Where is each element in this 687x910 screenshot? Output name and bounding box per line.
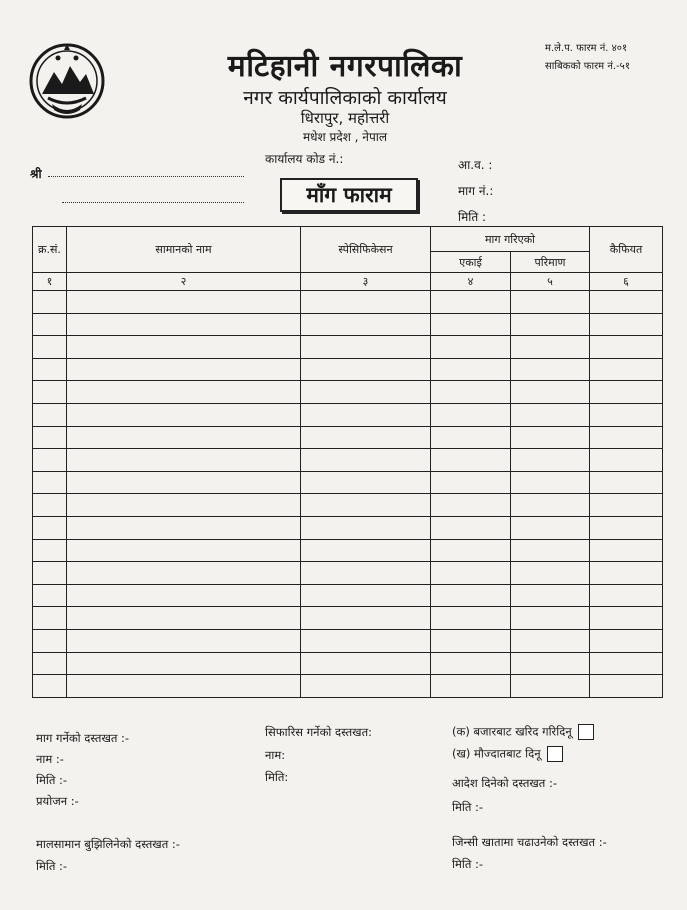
ledger-date-label: मिति :- [452,857,484,871]
table-cell[interactable] [511,675,590,698]
table-cell[interactable] [33,403,67,426]
col-quantity: परिमाण [511,252,590,273]
table-cell[interactable] [67,426,301,449]
table-cell[interactable] [431,291,511,314]
table-cell[interactable] [431,449,511,472]
recommender-signature-label: सिफारिस गर्नेको दस्तखत: [265,725,373,739]
table-cell[interactable] [67,313,301,336]
requester-signature-label: माग गर्नेको दस्तखत :- [36,731,130,745]
option-stock-checkbox[interactable] [547,746,563,762]
column-number: ६ [590,273,663,291]
table-cell[interactable] [511,358,590,381]
table-cell[interactable] [33,426,67,449]
table-cell[interactable] [67,539,301,562]
form-number-block [545,40,680,76]
table-cell[interactable] [590,629,663,652]
table-cell[interactable] [511,426,590,449]
table-cell[interactable] [431,516,511,539]
table-cell[interactable] [511,449,590,472]
table-cell[interactable] [511,584,590,607]
table-cell[interactable] [301,516,431,539]
table-cell[interactable] [67,494,301,517]
table-cell[interactable] [33,539,67,562]
table-row [33,426,663,449]
old-form-number: साबिकको फारम नं.-५१ [545,61,631,72]
table-cell[interactable] [511,607,590,630]
table-cell[interactable] [431,607,511,630]
demand-number-label: माग नं.: [458,184,494,198]
table-cell[interactable] [590,539,663,562]
table-cell[interactable] [431,584,511,607]
form-meta [458,152,493,230]
municipality-title: मटिहानी नगरपालिका [227,49,463,84]
province-name: मधेश प्रदेश , नेपाल [302,130,388,144]
office-code-label: कार्यालय कोड नं.: [265,152,344,166]
table-cell[interactable] [511,403,590,426]
form-title: माँग फाराम [280,178,418,212]
table-cell[interactable] [67,291,301,314]
table-cell[interactable] [301,381,431,404]
office-address: धिरापुर, महोत्तरी [300,109,390,127]
table-cell[interactable] [301,291,431,314]
col-serial: क्र.सं. [33,227,67,273]
table-cell[interactable] [590,607,663,630]
column-number: १ [33,273,67,291]
table-row [33,539,663,562]
table-row [33,629,663,652]
table-row [33,607,663,630]
table-cell[interactable] [33,313,67,336]
table-cell[interactable] [590,584,663,607]
table-cell[interactable] [511,629,590,652]
table-cell[interactable] [33,584,67,607]
table-cell[interactable] [301,629,431,652]
requester-date-label: मिति :- [36,773,68,787]
table-cell[interactable] [67,358,301,381]
table-cell[interactable] [511,471,590,494]
column-number: ५ [511,273,590,291]
column-number: २ [67,273,301,291]
table-cell[interactable] [511,494,590,517]
table-cell[interactable] [301,471,431,494]
table-cell[interactable] [33,336,67,359]
table-cell[interactable] [301,403,431,426]
table-row [33,584,663,607]
table-cell[interactable] [301,494,431,517]
column-number: ३ [301,273,431,291]
table-cell[interactable] [590,449,663,472]
table-cell[interactable] [301,584,431,607]
table-cell[interactable] [301,358,431,381]
option-market-label: (क) बजारबाट खरिद गरिदिनू [452,724,572,739]
date-label: मिति : [458,210,487,224]
receiver-date-label: मिति :- [36,859,68,873]
table-cell[interactable] [301,539,431,562]
table-cell[interactable] [590,313,663,336]
option-market-checkbox[interactable] [578,724,594,740]
table-cell[interactable] [590,426,663,449]
sri-label: श्री [30,167,42,181]
table-row [33,313,663,336]
table-cell[interactable] [33,652,67,675]
table-cell[interactable] [431,358,511,381]
table-row [33,652,663,675]
table-cell[interactable] [67,629,301,652]
table-row [33,516,663,539]
option-market [452,724,594,740]
table-cell[interactable] [67,607,301,630]
table-cell[interactable] [301,607,431,630]
office-name: नगर कार्यपालिकाको कार्यालय [243,87,447,109]
items-table [32,226,663,698]
table-cell[interactable] [511,381,590,404]
table-cell[interactable] [301,426,431,449]
table-cell[interactable] [511,516,590,539]
receiver-signature-label: मालसामान बुझिलिनेको दस्तखत :- [36,837,180,851]
table-cell[interactable] [590,358,663,381]
table-cell[interactable] [590,494,663,517]
table-cell[interactable] [590,403,663,426]
recipient-line-2[interactable] [62,202,244,203]
table-cell[interactable] [431,313,511,336]
table-cell[interactable] [67,584,301,607]
table-cell[interactable] [67,449,301,472]
table-cell[interactable] [33,358,67,381]
table-row [33,381,663,404]
table-row [33,562,663,585]
option-stock [452,746,563,762]
table-cell[interactable] [301,313,431,336]
table-cell[interactable] [33,607,67,630]
recipient-line-1[interactable] [48,176,244,177]
table-cell[interactable] [511,652,590,675]
table-cell[interactable] [33,675,67,698]
table-cell[interactable] [431,629,511,652]
table-cell[interactable] [301,675,431,698]
recommender-name-label: नाम: [265,748,286,762]
table-cell[interactable] [511,336,590,359]
table-cell[interactable] [431,539,511,562]
table-cell[interactable] [301,336,431,359]
table-cell[interactable] [590,516,663,539]
table-cell[interactable] [431,381,511,404]
table-cell[interactable] [511,539,590,562]
table-cell[interactable] [511,313,590,336]
table-cell[interactable] [431,494,511,517]
col-demanded: माग गरिएको [431,227,590,252]
table-row [33,449,663,472]
option-stock-label: (ख) मौज्दातबाट दिनू [452,746,541,761]
table-row [33,403,663,426]
requester-name-label: नाम :- [36,752,64,766]
purpose-label: प्रयोजन :- [36,794,79,808]
table-cell[interactable] [33,516,67,539]
table-cell[interactable] [67,381,301,404]
table-cell[interactable] [590,675,663,698]
table-cell[interactable] [33,381,67,404]
table-cell[interactable] [431,562,511,585]
order-signature-label: आदेश दिनेको दस्तखत :- [452,776,558,790]
table-cell[interactable] [590,562,663,585]
col-remarks: कैफियत [590,227,663,273]
col-specification: स्पेसिफिकेसन [301,227,431,273]
table-cell[interactable] [301,449,431,472]
table-cell[interactable] [590,336,663,359]
table-cell[interactable] [431,652,511,675]
table-cell[interactable] [33,494,67,517]
table-cell[interactable] [590,652,663,675]
table-cell[interactable] [67,403,301,426]
table-cell[interactable] [67,562,301,585]
table-cell[interactable] [67,652,301,675]
table-cell[interactable] [33,291,67,314]
recommender-date-label: मिति: [265,770,289,784]
table-cell[interactable] [431,426,511,449]
table-cell[interactable] [511,291,590,314]
table-cell[interactable] [431,403,511,426]
table-cell[interactable] [33,629,67,652]
table-cell[interactable] [431,675,511,698]
table-cell[interactable] [33,471,67,494]
table-row [33,336,663,359]
form-number: म.ले.प. फारम नं. ४०१ [545,43,628,54]
table-row [33,675,663,698]
table-cell[interactable] [33,449,67,472]
fiscal-year-label: आ.व. : [458,158,493,172]
table-cell[interactable] [301,652,431,675]
ledger-signature-label: जिन्सी खातामा चढाउनेको दस्तखत :- [452,835,607,849]
table-cell[interactable] [33,562,67,585]
table-cell[interactable] [301,562,431,585]
column-number: ४ [431,273,511,291]
table-cell[interactable] [590,381,663,404]
order-date-label: मिति :- [452,800,484,814]
table-row [33,291,663,314]
table-cell[interactable] [590,471,663,494]
column-number-row [33,273,663,291]
table-cell[interactable] [67,336,301,359]
col-unit: एकाई [431,252,511,273]
table-cell[interactable] [67,675,301,698]
table-row [33,494,663,517]
table-cell[interactable] [511,562,590,585]
table-cell[interactable] [431,471,511,494]
table-cell[interactable] [67,471,301,494]
nepal-emblem-icon [28,42,106,120]
table-cell[interactable] [431,336,511,359]
table-cell[interactable] [67,516,301,539]
col-item-name: सामानको नाम [67,227,301,273]
table-cell[interactable] [590,291,663,314]
table-row [33,358,663,381]
table-row [33,471,663,494]
